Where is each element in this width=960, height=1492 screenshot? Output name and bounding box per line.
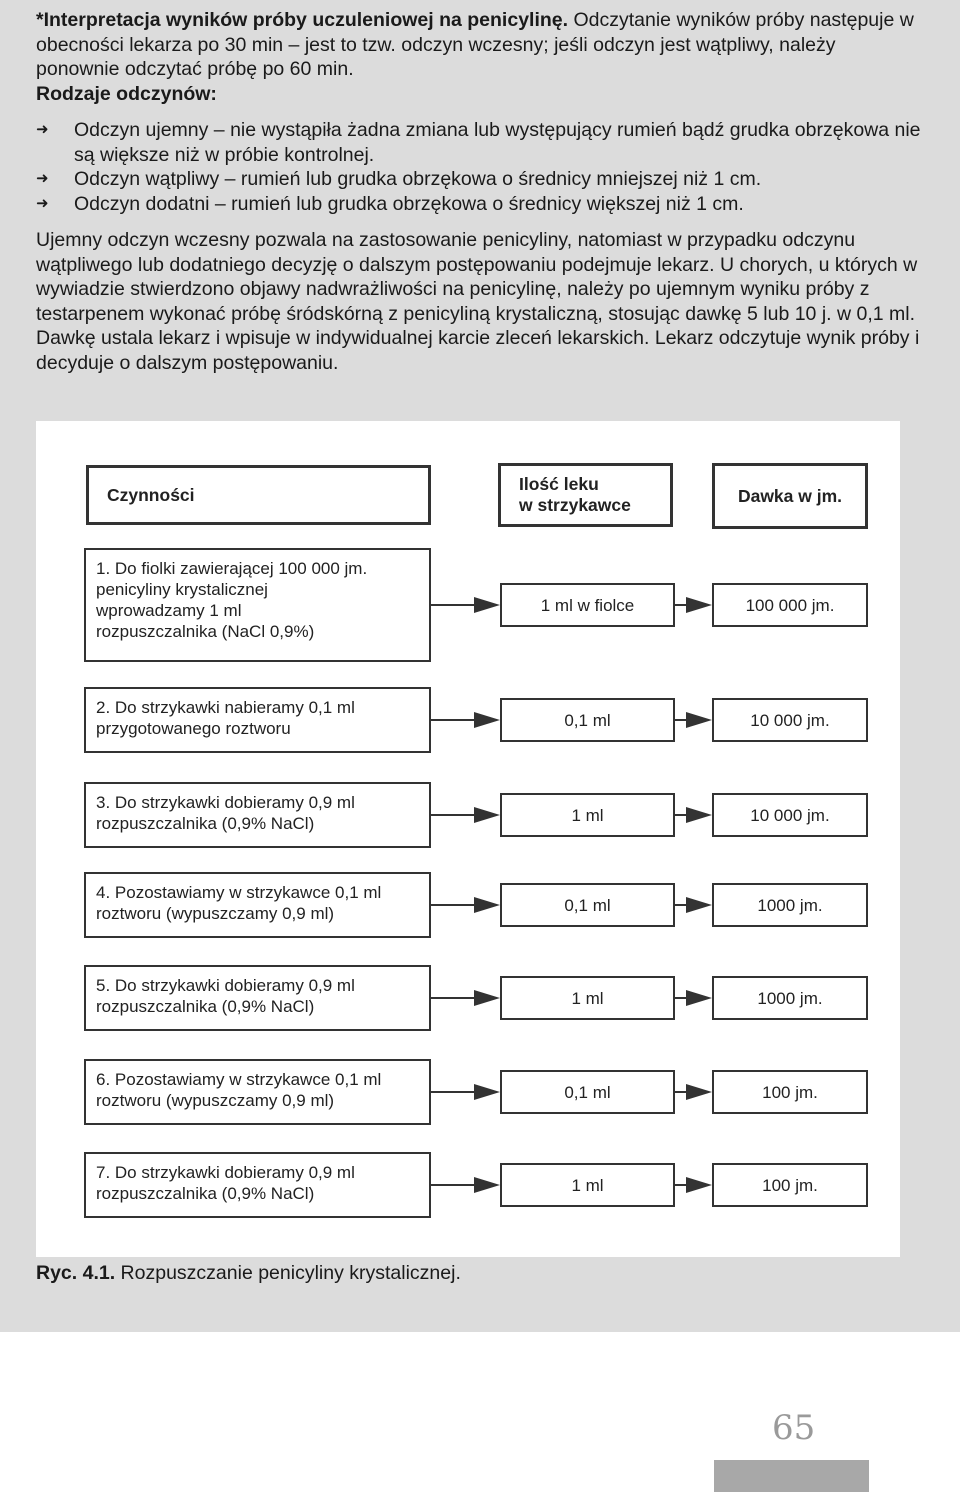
header-amount: Ilość leku w strzykawce [498, 463, 673, 527]
arrow-line [431, 1091, 476, 1093]
step-amount-box: 1 ml [500, 976, 675, 1020]
list-item-text: Odczyn ujemny – nie wystąpiła żadna zmiana lub występujący rumień bądź grudka obrzękowa nie są większe niż w próbie kontrolnej. [74, 119, 921, 166]
list-item [36, 118, 924, 167]
header-actions: Czynności [86, 465, 431, 525]
intro-heading: *Interpretacja wyników próby uczuleniowej na penicylinę. [36, 9, 569, 31]
step-action-box: 1. Do fiolki zawierającej 100 000 jm. penicyliny krystalicznej wprowadzamy 1 ml rozpuszczalnika (NaCl 0,9%) [84, 548, 431, 662]
arrow-head-icon [686, 990, 712, 1006]
arrow-head-icon [474, 1084, 500, 1100]
text-block [36, 8, 924, 375]
step-action-box: 7. Do strzykawki dobieramy 0,9 ml rozpuszczalnika (0,9% NaCl) [84, 1152, 431, 1218]
step-dose-box: 1000 jm. [712, 883, 868, 927]
step-dose-box: 1000 jm. [712, 976, 868, 1020]
arrow-right-icon: ➜ [36, 121, 49, 138]
body-paragraph: Ujemny odczyn wczesny pozwala na zastosowanie penicyliny, natomiast w przypadku odczynu wątpliwego lub dodatniego decyzję o dalszym postępowaniu podejmuje lekarz. U chorych, u których w wywiadzie stwierdzono objawy nadwrażliwości na penicylinę, należy po ujemnym wyniku próby z testarpenem wykonać próbę śródskórną z penicyliną krystaliczną, stosując dawkę 5 lub 10 j. w 0,1 ml. Dawkę ustala lekarz i wpisuje w indywidualnej karcie zleceń lekarskich. Lekarz odczytuje wynik próby i decyduje o dalszym postępowaniu. [36, 229, 920, 374]
step-action-box: 2. Do strzykawki nabieramy 0,1 ml przygotowanego roztworu [84, 687, 431, 753]
step-dose-box: 100 jm. [712, 1070, 868, 1114]
list-item-text: Odczyn dodatni – rumień lub grudka obrzękowa o średnicy większej niż 1 cm. [74, 192, 744, 215]
arrow-line [431, 719, 476, 721]
step-dose-box: 10 000 jm. [712, 698, 868, 742]
dilution-diagram [36, 421, 900, 1257]
arrow-head-icon [474, 712, 500, 728]
page-bar [714, 1460, 869, 1492]
arrow-head-icon [474, 807, 500, 823]
list-item [36, 192, 924, 217]
step-action-box: 6. Pozostawiamy w strzykawce 0,1 ml roztworu (wypuszczamy 0,9 ml) [84, 1059, 431, 1125]
header-dose: Dawka w jm. [712, 463, 868, 529]
arrow-line [431, 1184, 476, 1186]
arrow-head-icon [474, 1177, 500, 1193]
step-action-box: 4. Pozostawiamy w strzykawce 0,1 ml roztworu (wypuszczamy 0,9 ml) [84, 872, 431, 938]
arrow-head-icon [474, 897, 500, 913]
arrow-head-icon [474, 597, 500, 613]
list-item [36, 167, 924, 192]
caption-label: Ryc. 4.1. [36, 1262, 116, 1284]
step-dose-box: 100 jm. [712, 1163, 868, 1207]
step-action-box: 3. Do strzykawki dobieramy 0,9 ml rozpuszczalnika (0,9% NaCl) [84, 782, 431, 848]
step-amount-box: 1 ml w fiolce [500, 583, 675, 627]
caption-text: Rozpuszczanie penicyliny krystalicznej. [115, 1262, 461, 1284]
step-amount-box: 0,1 ml [500, 698, 675, 742]
types-title: Rodzaje odczynów: [36, 82, 217, 105]
arrow-line [431, 814, 476, 816]
arrow-head-icon [686, 897, 712, 913]
arrow-head-icon [474, 990, 500, 1006]
page-number: 65 [772, 1408, 816, 1448]
arrow-head-icon [686, 597, 712, 613]
step-dose-box: 100 000 jm. [712, 583, 868, 627]
step-amount-box: 1 ml [500, 793, 675, 837]
figure-caption [36, 1262, 461, 1285]
list-item-text: Odczyn wątpliwy – rumień lub grudka obrzękowa o średnicy mniejszej niż 1 cm. [74, 168, 762, 190]
step-amount-box: 1 ml [500, 1163, 675, 1207]
arrow-head-icon [686, 1084, 712, 1100]
arrow-right-icon: ➜ [36, 194, 49, 212]
intro-text: Odczytanie wyników próby następuje w obecności lekarza po 30 min – jest to tzw. odczyn wczesny; jeśli odczyn jest wątpliwy, należy ponownie odczytać próbę po 60 min. [36, 9, 914, 80]
arrow-line [431, 997, 476, 999]
step-action-box: 5. Do strzykawki dobieramy 0,9 ml rozpuszczalnika (0,9% NaCl) [84, 965, 431, 1031]
arrow-line [431, 904, 476, 906]
arrow-line [431, 604, 476, 606]
intro-paragraph [36, 8, 924, 82]
arrow-right-icon: ➜ [36, 170, 49, 187]
reaction-types-list [36, 118, 924, 216]
step-amount-box: 0,1 ml [500, 883, 675, 927]
arrow-head-icon [686, 712, 712, 728]
step-dose-box: 10 000 jm. [712, 793, 868, 837]
step-amount-box: 0,1 ml [500, 1070, 675, 1114]
arrow-head-icon [686, 1177, 712, 1193]
arrow-head-icon [686, 807, 712, 823]
